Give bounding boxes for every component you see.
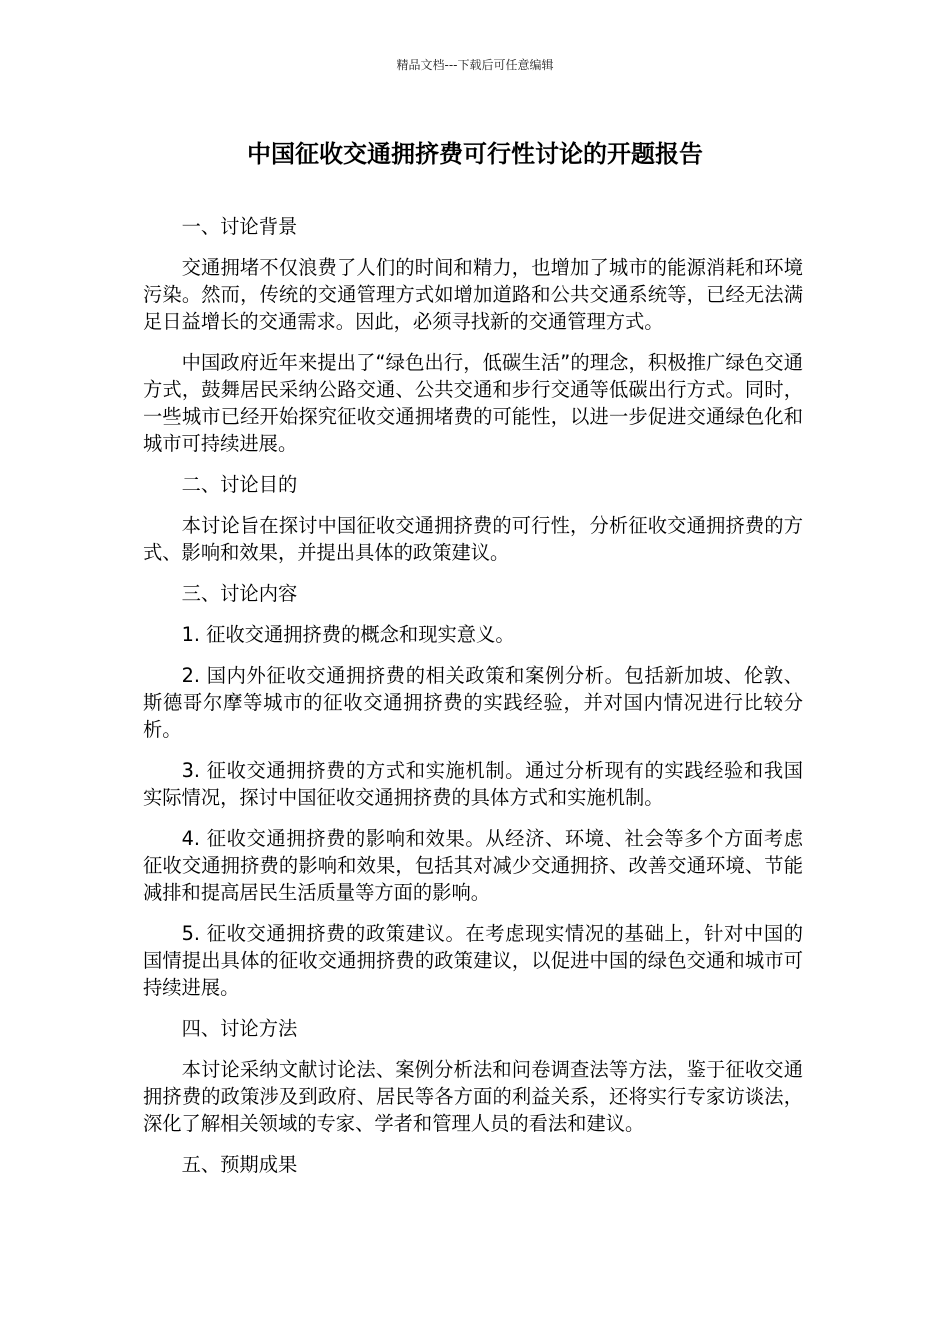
list-item-content-2: 2. 国内外征收交通拥挤费的相关政策和案例分析。包括新加坡、伦敦、斯德哥尔摩等城市的征收交通拥挤费的实践经验，并对国内情况进行比较分析。 (143, 664, 803, 741)
section-heading-methods: 四、讨论方法 (181, 1017, 298, 1040)
paragraph-background-2: 中国政府近年来提出了“绿色出行，低碳生活”的理念，积极推广绿色交通方式，鼓舞居民采纳公路交通、公共交通和步行交通等低碳出行方式。同时，一些城市已经开始探究征收交通拥堵费的可能性，以进一步促进交通绿色化和城市可持续进展。 (143, 351, 803, 455)
page-header: 精品文档---下载后可任意编辑 (396, 58, 554, 72)
section-heading-purpose: 二、讨论目的 (181, 473, 298, 496)
section-heading-background: 一、讨论背景 (181, 215, 298, 238)
section-heading-outcomes: 五、预期成果 (181, 1153, 298, 1176)
paragraph-purpose: 本讨论旨在探讨中国征收交通拥挤费的可行性，分析征收交通拥挤费的方式、影响和效果，并提出具体的政策建议。 (143, 514, 803, 564)
list-item-content-1: 1. 征收交通拥挤费的概念和现实意义。 (181, 623, 515, 646)
document-title: 中国征收交通拥挤费可行性讨论的开题报告 (247, 140, 703, 168)
paragraph-methods: 本讨论采纳文献讨论法、案例分析法和问卷调查法等方法，鉴于征收交通拥挤费的政策涉及到政府、居民等各方面的利益关系，还将实行专家访谈法，深化了解相关领域的专家、学者和管理人员的看法和建议。 (143, 1058, 803, 1135)
paragraph-background-1: 交通拥堵不仅浪费了人们的时间和精力，也增加了城市的能源消耗和环境污染。然而，传统的交通管理方式如增加道路和公共交通系统等，已经无法满足日益增长的交通需求。因此，必须寻找新的交通管理方式。 (143, 256, 803, 333)
list-item-content-5: 5. 征收交通拥挤费的政策建议。在考虑现实情况的基础上，针对中国的国情提出具体的征收交通拥挤费的政策建议，以促进中国的绿色交通和城市可持续进展。 (143, 922, 803, 999)
list-item-content-3: 3. 征收交通拥挤费的方式和实施机制。通过分析现有的实践经验和我国实际情况，探讨中国征收交通拥挤费的具体方式和实施机制。 (143, 759, 803, 809)
document-body (143, 213, 803, 1192)
section-heading-content: 三、讨论内容 (181, 582, 298, 605)
list-item-content-4: 4. 征收交通拥挤费的影响和效果。从经济、环境、社会等多个方面考虑征收交通拥挤费的影响和效果，包括其对减少交通拥挤、改善交通环境、节能减排和提高居民生活质量等方面的影响。 (143, 827, 803, 904)
